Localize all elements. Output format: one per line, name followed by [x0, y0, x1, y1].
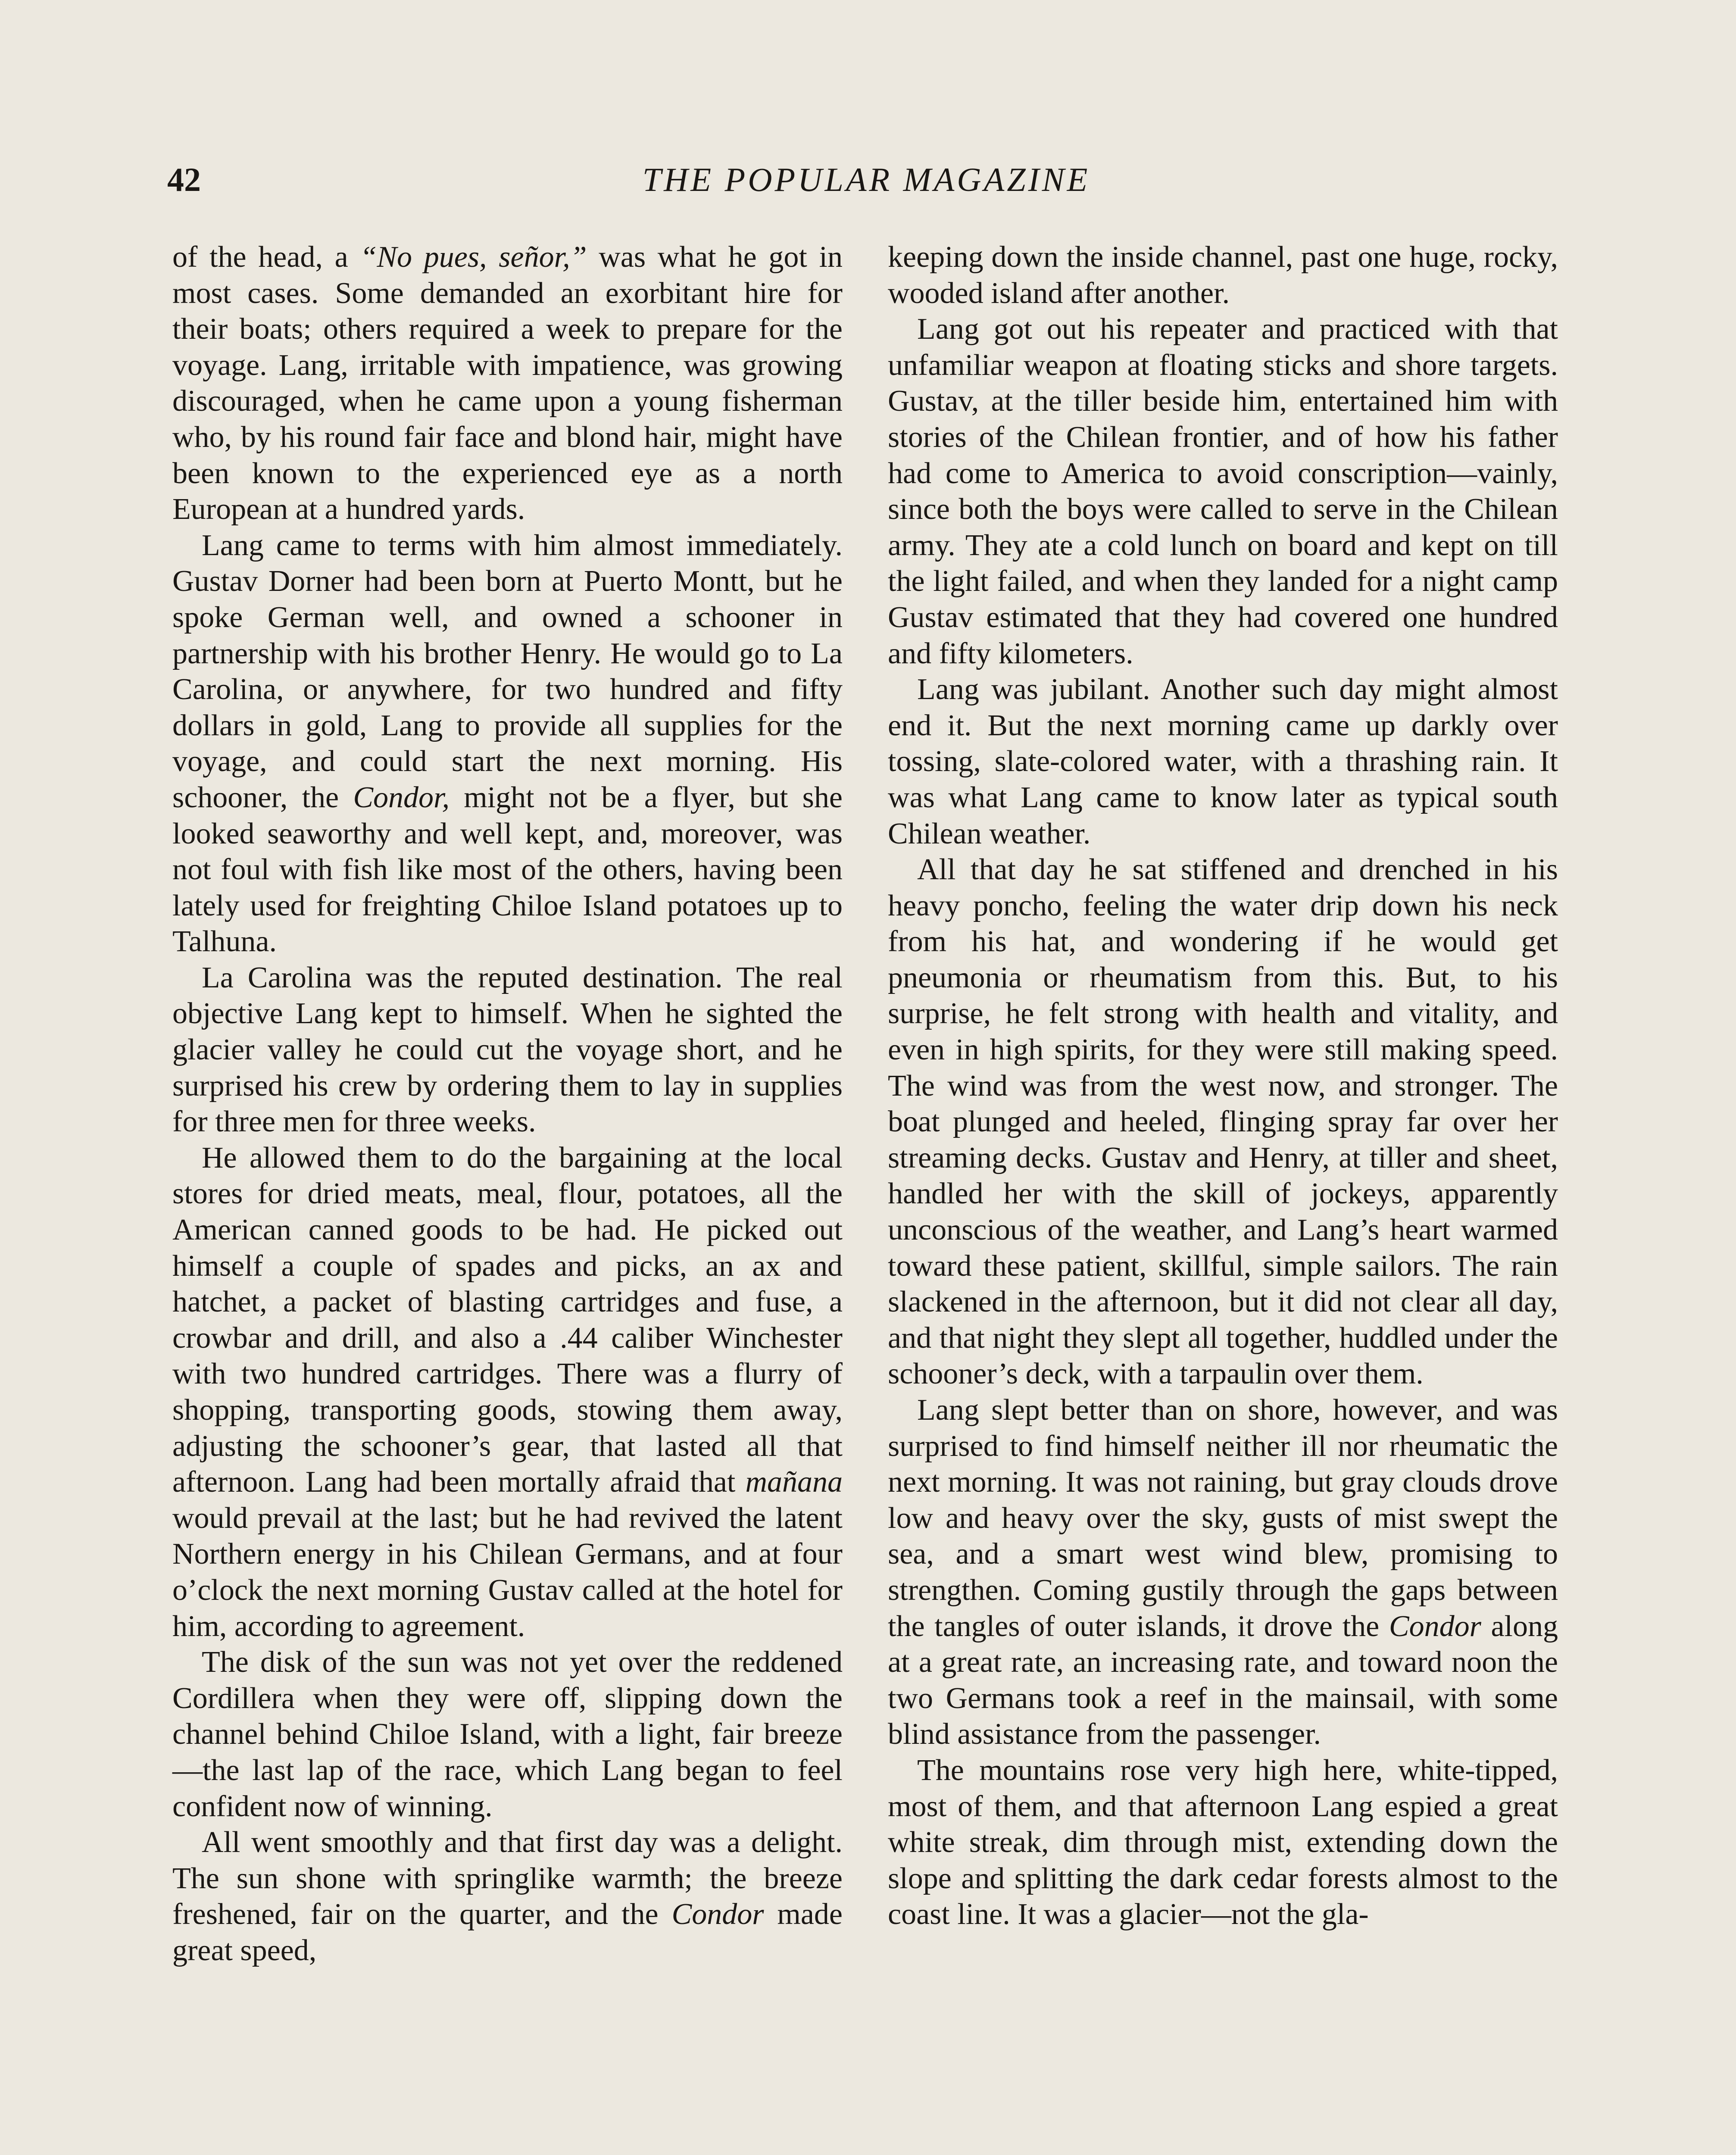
running-head: THE POPULAR MAGAZINE	[642, 161, 1090, 198]
italic-text: mañana	[745, 1465, 843, 1499]
paragraph: All that day he sat stiffened and drenched in his heavy poncho, feeling the water drip down his neck from his hat, and wondering if he would get pneumonia or rheumatism from this. But, to his surprise, he felt strong with health and vitality, and even in high spirits, for they were still making speed. The wind was from the west now, and stronger. The boat plunged and heeled, flinging spray far over her streaming decks. Gustav and Henry, at tiller and sheet, handled her with the skill of jockeys, apparently unconscious of the weather, and Lang’s heart warmed toward these patient, skillful, simple sailors. The rain slackened in the afternoon, but it did not clear all day, and that night they slept all together, huddled under the schooner’s deck, with a tarpaulin over them.	[888, 853, 1558, 1391]
left-column	[172, 239, 843, 1969]
paragraph: La Carolina was the reputed destination. The real objective Lang kept to himself. When he sighted the glacier valley he could cut the voyage short, and he surprised his crew by ordering them to lay in supplies for three men for three weeks.	[172, 961, 843, 1139]
text-run: along at a great rate, an increasing rate, and toward noon the two Germans took a reef in the mainsail, with some blind assistance from the passenger.	[888, 1609, 1558, 1751]
text-run: would prevail at the last; but he had revived the latent Northern energy in his Chilean Germans, and at four o’clock the next morning Gustav called at the hotel for him, according to agreement.	[172, 1501, 843, 1643]
right-column	[888, 239, 1558, 1933]
text-run: He allowed them to do the bargaining at the local stores for dried meats, meal, flour, potatoes, all the American canned goods to be had. He picked out himself a couple of spades and picks, an ax and hatchet, a packet of blasting cartridges and fuse, a crowbar and drill, and also a .44 caliber Winchester with two hundred cartridges. There was a flurry of shopping, transporting goods, stowing them away, adjusting the schooner’s gear, that lasted all that afternoon. Lang had been mortally afraid that	[172, 1141, 843, 1499]
text-run: All went smoothly and that first day was a delight. The sun shone with springlike warmth; the breeze freshened, fair on the quarter, and the	[172, 1826, 843, 1931]
italic-text: Condor	[1389, 1609, 1481, 1643]
paragraph	[172, 239, 843, 528]
page-number: 42	[167, 161, 201, 198]
paragraph	[172, 1140, 843, 1644]
paragraph: keeping down the inside channel, past one huge, rocky, wooded island after another.	[888, 240, 1558, 310]
text-run: might not be a flyer, but she looked seaworthy and well kept, and, moreover, was not foul with fish like most of the others, having been lately used for freighting Chiloe Island potatoes up to Talhuna.	[172, 781, 843, 959]
italic-text: “No pues, señor,”	[360, 240, 587, 274]
text-run: of the head, a	[172, 240, 360, 274]
paragraph	[172, 1824, 843, 1968]
paragraph: The mountains rose very high here, white-tipped, most of them, and that afternoon Lang espied a great white streak, dim through mist, extending down the slope and splitting the dark cedar forests almost to the coast line. It was a glacier—not the gla-	[888, 1753, 1558, 1931]
paragraph: The disk of the sun was not yet over the reddened Cordillera when they were off, slipping down the channel behind Chiloe Island, with a light, fair breeze—the last lap of the race, which Lang began to feel confident now of winning.	[172, 1646, 843, 1823]
text-run: was what he got in most cases. Some demanded an exorbitant hire for their boats; others required a week to prepare for the voyage. Lang, irritable with impatience, was growing discouraged, when he came upon a young fisherman who, by his round fair face and blond hair, might have been known to the experienced eye as a north European at a hundred yards.	[172, 240, 843, 526]
paragraph: Lang was jubilant. Another such day might almost end it. But the next morning came up darkly over tossing, slate-colored water, with a thrashing rain. It was what Lang came to know later as typical south Chilean weather.	[888, 673, 1558, 850]
text-run: made great speed,	[172, 1898, 843, 1967]
italic-text: Condor,	[353, 781, 450, 814]
text-run: Lang came to terms with him almost immediately. Gustav Dorner had been born at Puerto Montt, but he spoke German well, and owned a schooner in partnership with his brother Henry. He would go to La Carolina, or anywhere, for two hundred and fifty dollars in gold, Lang to provide all supplies for the voyage, and could start the next morning. His schooner, the	[172, 528, 843, 814]
paragraph	[888, 1392, 1558, 1752]
paragraph: Lang got out his repeater and practiced with that unfamiliar weapon at floating sticks and shore targets. Gustav, at the tiller beside him, entertained him with stories of the Chilean frontier, and of how his father had come to America to avoid conscription—vainly, since both the boys were called to serve in the Chilean army. They ate a cold lunch on board and kept on till the light failed, and when they landed for a night camp Gustav estimated that they had covered one hundred and fifty kilometers.	[888, 312, 1558, 670]
paragraph	[172, 528, 843, 960]
italic-text: Condor	[671, 1898, 764, 1931]
text-run: Lang slept better than on shore, however, and was surprised to find himself neither ill nor rheumatic the next morning. It was not raining, but gray clouds drove low and heavy over the sky, gusts of mist swept the sea, and a smart west wind blew, promising to strengthen. Coming gustily through the gaps between the tangles of outer islands, it drove the	[888, 1393, 1558, 1643]
